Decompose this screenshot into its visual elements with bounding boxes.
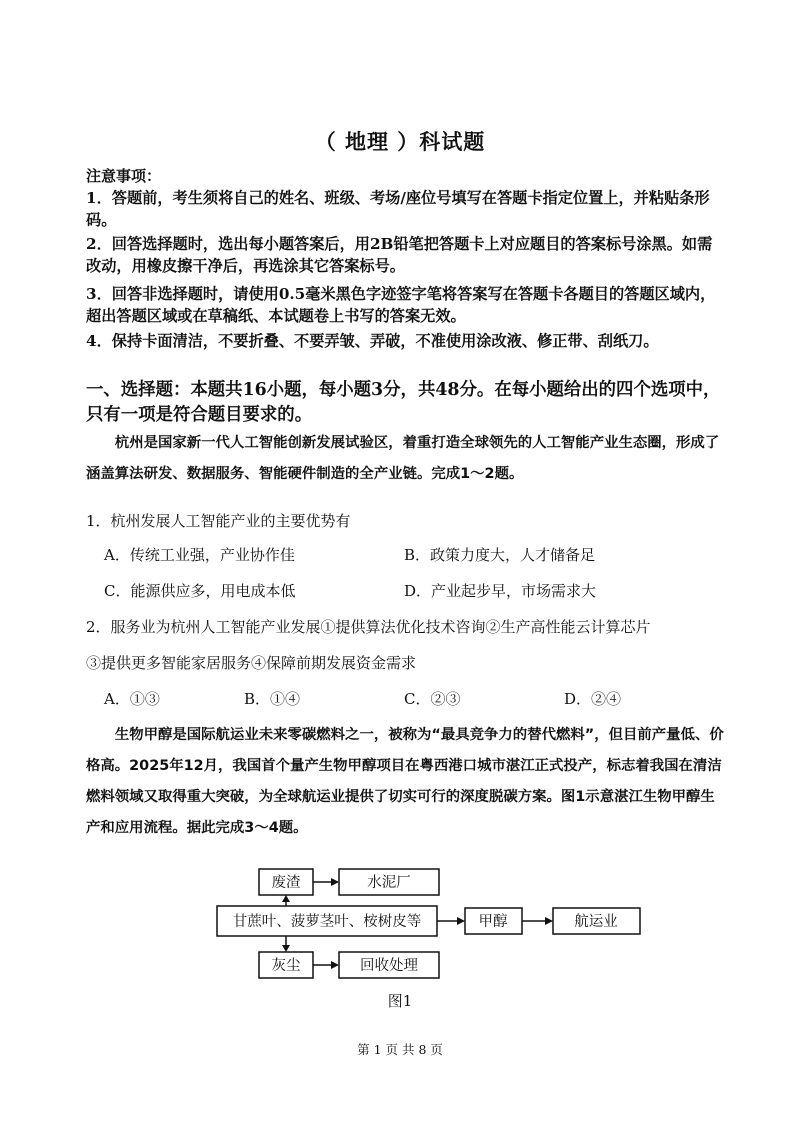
notice-item: 4．保持卡面清洁，不要折叠、不要弄皱、弄破，不准使用涂改液、修正带、刮纸刀。 xyxy=(86,332,659,350)
arrow-raw-to-ash xyxy=(282,936,290,952)
node-cement-label: 水泥厂 xyxy=(367,875,411,891)
node-residue-label: 废渣 xyxy=(271,875,301,891)
q2-option-c: C．②③ xyxy=(404,690,461,708)
q2-option-b: B．①④ xyxy=(244,690,301,708)
q1-option-a: A．传统工业强，产业协作佳 xyxy=(104,546,295,564)
notice-heading: 注意事项： xyxy=(86,167,162,185)
page-title: （ 地理 ）科试题 xyxy=(314,129,486,154)
figure-caption: 图1 xyxy=(387,992,413,1010)
notice-item: 3．回答非选择题时，请使用0.5毫米黑色字迹签字笔将答案写在答题卡各题目的答题区域内，超出答题区域或在草稿纸、本试题卷上书写的答案无效。 xyxy=(86,285,716,325)
arrow-residue-to-cement xyxy=(313,878,339,886)
q1-option-b: B．政策力度大，人才储备足 xyxy=(404,546,596,564)
arrow-ash-to-recycle xyxy=(313,961,339,969)
node-recycle-label: 回收处理 xyxy=(360,958,418,974)
section-header: 一、选择题：本题共16小题，每小题3分，共48分。在每小题给出的四个选项中，只有一项是符合题目要求的。 xyxy=(86,380,721,425)
passage-methanol: 生物甲醇是国际航运业未来零碳燃料之一，被称为“最具竞争力的替代燃料”，但目前产量低、价格高。2025年12月，我国首个量产生物甲醇项目在粤西港口城市湛江正式投产，标志着我国在清洁燃料领域又取得重大突破，为全球航运业提供了切实可行的深度脱碳方案。图1示意湛江生物甲醇生产和应用流程。据此完成3～4题。 xyxy=(86,727,724,836)
q1-option-d: D．产业起步早，市场需求大 xyxy=(404,582,597,600)
page-footer: 第 1 页 共 8 页 xyxy=(357,1042,443,1057)
arrow-raw-to-residue xyxy=(282,895,290,906)
node-methanol-label: 甲醇 xyxy=(478,914,508,930)
notice-item: 2．回答选择题时，选出每小题答案后，用2B铅笔把答题卡上对应题目的答案标号涂黑。如需改动，用橡皮擦干净后，再选涂其它答案标号。 xyxy=(86,235,713,275)
q2-option-a: A．①③ xyxy=(104,690,160,708)
flow-diagram xyxy=(0,860,800,985)
q1-option-c: C．能源供应多，用电成本低 xyxy=(104,582,296,600)
node-shipping-label: 航运业 xyxy=(574,914,618,930)
q2-option-d: D．②④ xyxy=(564,690,622,708)
notice-item: 1．答题前，考生须将自己的姓名、班级、考场/座位号填写在答题卡指定位置上，并粘贴条形码。 xyxy=(86,189,710,229)
node-raw-label: 甘蔗叶、菠萝茎叶、桉树皮等 xyxy=(232,914,422,930)
node-ash-label: 灰尘 xyxy=(271,958,301,974)
question-2-stem: 2．服务业为杭州人工智能产业发展①提供算法优化技术咨询②生产高性能云计算芯片 xyxy=(86,618,651,636)
arrow-raw-to-methanol xyxy=(437,917,465,925)
passage-hangzhou: 杭州是国家新一代人工智能创新发展试验区，着重打造全球领先的人工智能产业生态圈，形成了涵盖算法研发、数据服务、智能硬件制造的全产业链。完成1～2题。 xyxy=(86,435,720,482)
question-1-stem: 1．杭州发展人工智能产业的主要优势有 xyxy=(86,512,351,530)
question-2-stem-cont: ③提供更多智能家居服务④保障前期发展资金需求 xyxy=(86,654,417,672)
arrow-methanol-to-shipping xyxy=(522,917,553,925)
